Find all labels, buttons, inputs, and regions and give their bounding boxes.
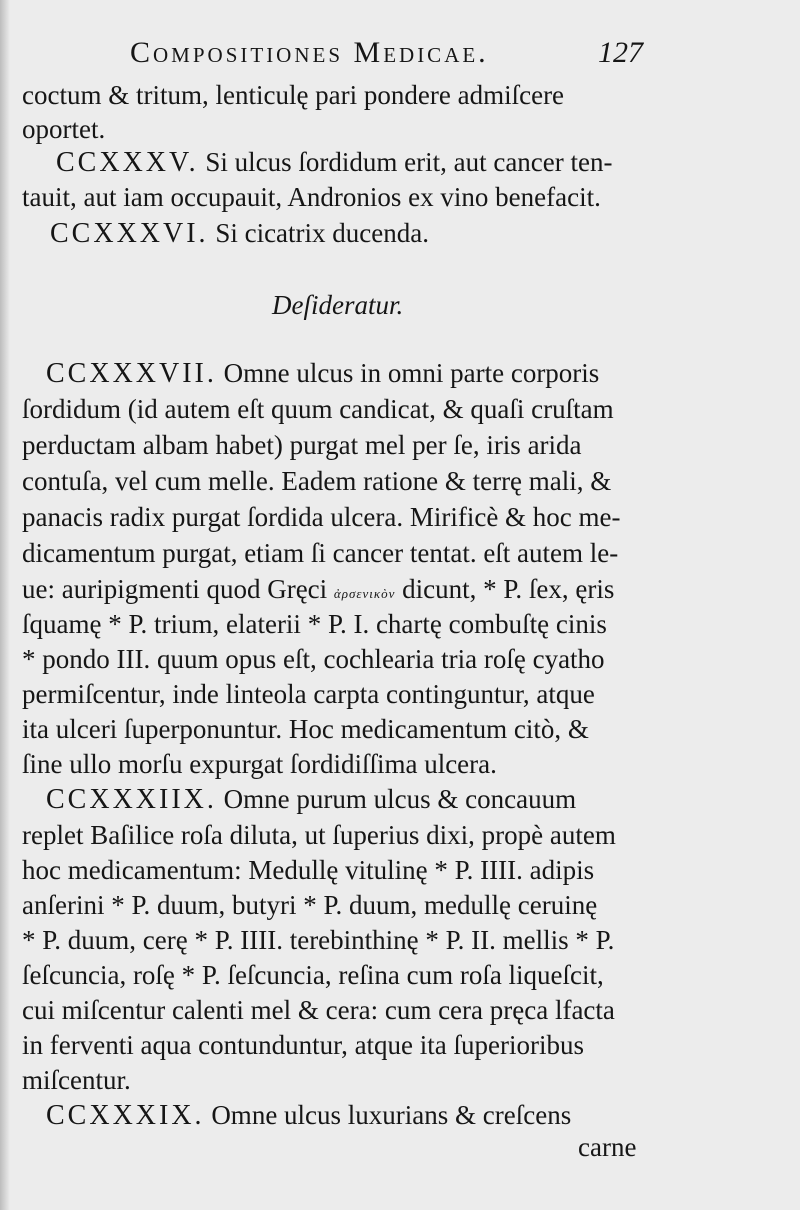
entry-numeral: CCXXXVI.: [50, 218, 209, 249]
text-line: anſerini * P. duum, butyri * P. duum, medullę ceruinę: [22, 890, 598, 920]
text-line: tauit, aut iam occupauit, Andronios ex vino benefacit.: [22, 182, 601, 212]
text-line: ita ulceri ſuperponuntur. Hoc medicamentum citò, &: [22, 714, 589, 744]
text-line: hoc medicamentum: Medullę vitulinę * P. IIII. adipis: [22, 855, 595, 885]
greek-word: ἀρσενικὸν: [333, 586, 396, 601]
catchword: carne: [578, 1132, 637, 1162]
text-line: ue: auripigmenti quod Gręci ἀρσενικὸν dicunt, * P. ſex, ęris: [22, 574, 615, 604]
text-line: * P. duum, cerę * P. IIII. terebinthinę * P. II. mellis * P.: [22, 925, 615, 955]
entry-numeral: CCXXXIIX.: [46, 784, 217, 815]
page-number: 127: [598, 36, 643, 69]
text-line: * pondo III. quum opus eſt, cochlearia tria roſę cyatho: [22, 644, 605, 674]
text-line: contuſa, vel cum melle. Eadem ratione & terrę mali, &: [22, 466, 612, 496]
text-line: panacis radix purgat ſordida ulcera. Mirificè & hoc me-: [22, 502, 621, 532]
text-line: in ferventi aqua contunduntur, atque ita ſuperioribus: [22, 1030, 585, 1060]
page-gutter-shadow: [0, 0, 10, 1210]
entry-238: CCXXXIIX. Omne purum ulcus & concauum: [46, 784, 577, 815]
text-line: ſine ullo morſu expurgat ſordidiſſima ulcera.: [22, 749, 497, 779]
entry-236: CCXXXVI. Si cicatrix ducenda.: [50, 218, 429, 249]
entry-239: CCXXXIX. Omne ulcus luxurians & creſcens: [46, 1100, 572, 1131]
text-line: ſordidum (id autem eſt quum candicat, & quaſi cruſtam: [22, 394, 614, 424]
entry-237: CCXXXVII. Omne ulcus in omni parte corporis: [46, 358, 600, 389]
text-line: ſeſcuncia, roſę * P. ſeſcuncia, reſina cum roſa liqueſcit,: [22, 960, 604, 990]
text-line: oportet.: [22, 114, 106, 144]
text-line: coctum & tritum, lenticulę pari pondere admiſcere: [22, 80, 565, 110]
running-title: Compositiones Medicae.: [130, 36, 489, 69]
text-line: miſcentur.: [22, 1065, 131, 1095]
entry-numeral: CCXXXV.: [56, 147, 199, 178]
text-line: ſquamę * P. trium, elaterii * P. I. chartę combuſtę cinis: [22, 609, 607, 639]
text-line: cui miſcentur calenti mel & cera: cum cera pręca lfacta: [22, 995, 615, 1025]
text-line: permiſcentur, inde linteola carpta continguntur, atque: [22, 679, 595, 709]
section-heading: Deſideratur.: [272, 290, 404, 320]
text-line: dicamentum purgat, etiam ſi cancer tentat. eſt autem le-: [22, 538, 619, 568]
text-line: replet Baſilice roſa diluta, ut ſuperius dixi, propè autem: [22, 820, 616, 850]
text-line: perductam albam habet) purgat mel per ſe, iris arida: [22, 430, 582, 460]
entry-235: CCXXXV. Si ulcus ſordidum erit, aut cancer ten-: [56, 147, 613, 178]
entry-numeral: CCXXXIX.: [46, 1100, 205, 1131]
entry-numeral: CCXXXVII.: [46, 358, 217, 389]
